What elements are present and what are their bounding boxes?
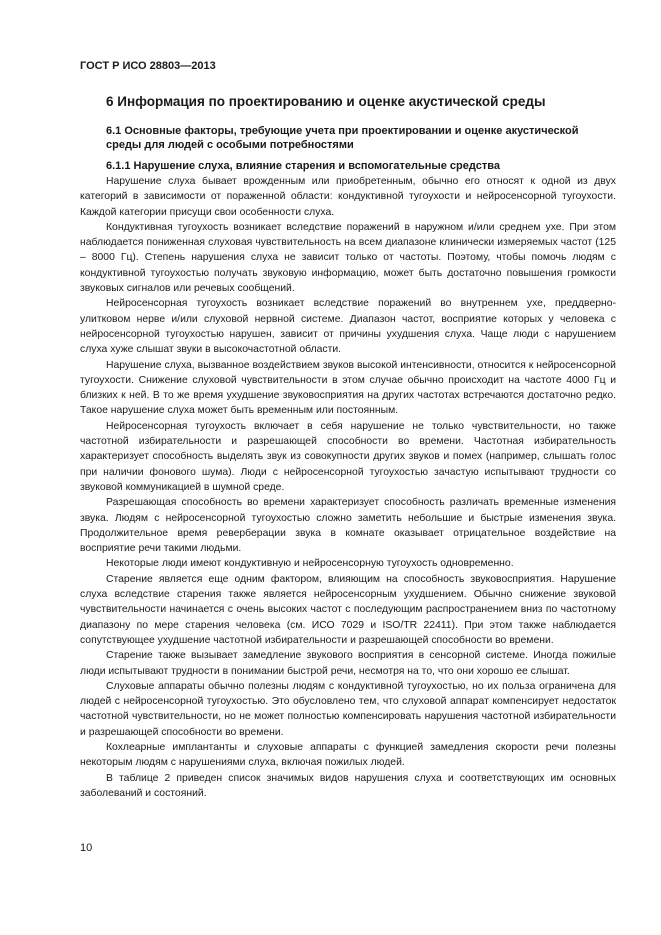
paragraph: Слуховые аппараты обычно полезны людям с кондуктивной тугоухостью, но их польза ограничена для людей с нейросенсорной тугоухостью. Это обусловлено тем, что слуховой аппарат компенсирует недостаток частотной чувствительности, но не может полностью компенсировать нарушения частотной избирательности и разрешающей способности во времени. [80,680,616,738]
subsubsection-title: 6.1.1 Нарушение слуха, влияние старения и вспомогательные средства [106,160,500,172]
subsection-title: 6.1 Основные факторы, требующие учета при проектировании и оценке акустической среды для людей с особыми потребностями [106,125,579,151]
body-text [80,174,616,801]
page-number: 10 [80,842,93,854]
section-title: 6 Информация по проектированию и оценке акустической среды [106,94,546,109]
paragraph: В таблице 2 приведен список значимых видов нарушения слуха и соответствующих им основных заболеваний и состояний. [80,772,616,799]
standard-header: ГОСТ Р ИСО 28803—2013 [80,60,216,72]
paragraph: Некоторые люди имеют кондуктивную и нейросенсорную тугоухость одновременно. [106,558,514,570]
paragraph: Старение также вызывает замедление звукового восприятия в сенсорной системе. Иногда пожилые люди испытывают трудности в понимании быстрой речи, несмотря на то, что они хорошо ее слышат. [80,650,616,677]
paragraph: Нейросенсорная тугоухость возникает вследствие поражений во внутреннем ухе, преддверно-улитковом нерве и/или слуховой нервной системе. Диапазон частот, восприятие которых у человека с нейросенсорной тугоухостью нарушен, зависит от причины ухудшения слуха. Чаще люди с нарушением слуха хуже слышат звуки в высокочастотной области. [80,298,616,356]
paragraph: Кондуктивная тугоухость возникает вследствие поражений в наружном и/или среднем ухе. При этом наблюдается пониженная слуховая чувствительность на всем диапазоне клинически измеряемых частот (125 – 8000 Гц). Степень нарушения слуха не зависит только от частоты. Поэтому, чтобы помочь людям с кондуктивной тугоухостью получать звуковую информацию, может быть достаточно повышения громкости звуковых сигналов или речевых сообщений. [80,221,616,295]
paragraph: Нейросенсорная тугоухость включает в себя нарушение не только чувствительности, но также частотной избирательности и разрешающей способности во времени. Частотная избирательность характеризует способность выделять звук из совокупности других звуков и помех (например, слышать голос при наличии фонового шума). Люди с нейросенсорной тугоухостью зачастую испытывают трудности со звуковой коммуникацией в шумной среде. [80,420,616,493]
paragraph: Старение является еще одним фактором, влияющим на способность звуковосприятия. Нарушение слуха вследствие старения также является нейросенсорным ухудшением. Обычно снижение звуковой чувствительности начинается с очень высоких частот с последующим распространением вниз по частотному диапазону по мере старения человека (см. ИСО 7029 и ISO/TR 22411). При этом также наблюдается сопутствующее ухудшение частотной избирательности и разрешающей способности во времени. [80,573,616,646]
paragraph: Нарушение слуха бывает врожденным или приобретенным, обычно его относят к одной из двух категорий в зависимости от пораженной области: кондуктивной тугоухости и нейросенсорной тугоухости. Каждой категории присущи свои особенности слуха. [80,176,616,218]
paragraph: Нарушение слуха, вызванное воздействием звуков высокой интенсивности, относится к нейросенсорной тугоухости. Снижение слуховой чувствительности в этом случае обычно происходит на частоте 4000 Гц и близких к ней. В то же время ухудшение звуковосприятия на других частотах встречаются достаточно редко. Такое нарушение слуха может быть временным или постоянным. [80,359,616,417]
paragraph: Разрешающая способность во времени характеризует способность различать временные изменения звука. Людям с нейросенсорной тугоухостью сложно заметить небольшие и быстрые изменения звука. Продолжительное время реверберации звука в комнате оказывает отрицательное воздействие на восприятие речи такими людьми. [80,497,616,555]
paragraph: Кохлеарные имплантанты и слуховые аппараты с функцией замедления скорости речи полезны некоторым людям с нарушениями слуха, включая пожилых людей. [80,741,616,769]
